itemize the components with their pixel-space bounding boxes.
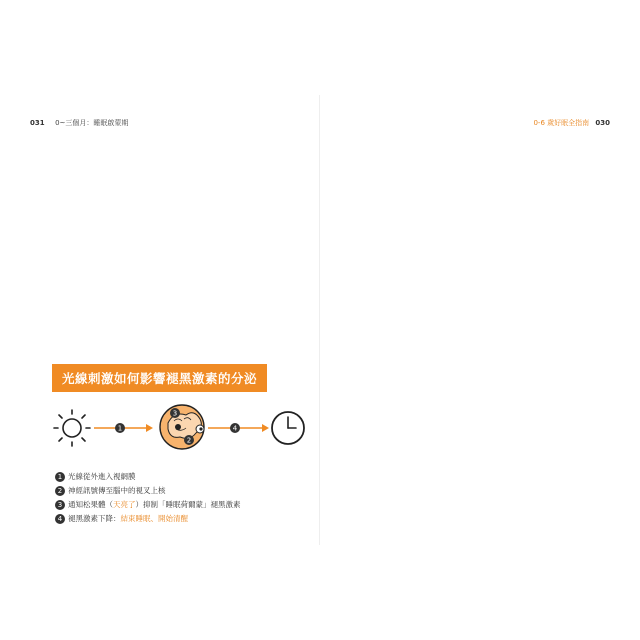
step-marker-1-label: 1 xyxy=(117,424,123,433)
legend-step-3: 3 通知松果體（天亮了）抑制「睡眠荷爾蒙」褪黑激素 xyxy=(55,498,241,512)
legend-step-2: 2 神經訊號傳至腦中的視叉上核 xyxy=(55,484,241,498)
highlight-text: 結束睡眠、開始清醒 xyxy=(120,514,188,523)
step-marker-3-label: 3 xyxy=(172,409,178,418)
left-running-head xyxy=(30,118,128,128)
highlight-text: 天亮了 xyxy=(113,500,136,509)
light-melatonin-diagram xyxy=(50,393,310,463)
right-page xyxy=(320,0,640,640)
sun-icon xyxy=(54,410,90,446)
clock-icon xyxy=(272,412,304,444)
eye-icon xyxy=(196,425,204,433)
left-page-number: 031 xyxy=(30,119,45,127)
arrow-4-head xyxy=(262,424,269,432)
left-chapter-title: 0~三個月：睡眠啟蒙期 xyxy=(55,119,129,127)
legend-step-1: 1 光線從外進入視網膜 xyxy=(55,470,241,484)
step-marker-4-label: 4 xyxy=(232,424,238,433)
arrow-1-head xyxy=(146,424,153,432)
diagram-legend xyxy=(55,470,241,526)
step-marker-2-label: 2 xyxy=(186,436,192,445)
left-body-text xyxy=(50,160,300,350)
legend-step-4: 4 褪黑激素下降：結束睡眠、開始清醒 xyxy=(55,512,241,526)
right-chapter-title: 0-6 歲好眠全指南 xyxy=(533,119,590,127)
right-running-head xyxy=(533,118,610,128)
infobox-title: 光線刺激如何影響褪黑激素的分泌 xyxy=(52,364,267,392)
right-page-number: 030 xyxy=(595,119,610,127)
